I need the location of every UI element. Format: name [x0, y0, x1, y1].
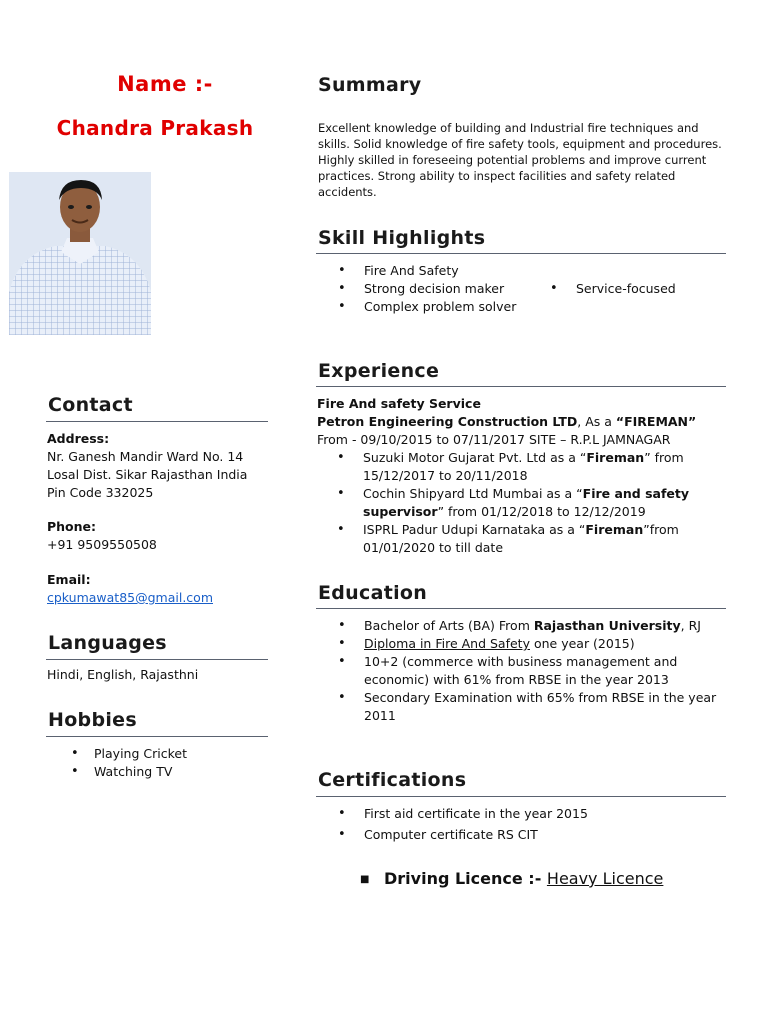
skills-list-col2	[530, 280, 730, 298]
experience-line1: Fire And safety Service	[317, 396, 481, 411]
contact-divider	[46, 421, 268, 422]
profile-photo	[9, 172, 151, 335]
education-item: • Diploma in Fire And Safety one year (2015)	[318, 635, 728, 653]
skill-item: • Strong decision maker	[318, 280, 518, 298]
contact-heading: Contact	[48, 394, 133, 416]
skill-item: • Fire And Safety	[318, 262, 518, 280]
certifications-list	[318, 805, 728, 844]
email-label: Email:	[47, 572, 91, 587]
experience-item: • Cochin Shipyard Ltd Mumbai as a “Fire and safety supervisor” from 01/12/2018 to 12/12/2019	[317, 485, 727, 521]
role-name: “FIREMAN”	[615, 414, 697, 429]
driving-licence-value: Heavy Licence	[546, 869, 664, 888]
address-label: Address:	[47, 431, 110, 446]
skills-heading: Skill Highlights	[318, 227, 486, 249]
experience-item: • Suzuki Motor Gujarat Pvt. Ltd as a “Fireman” from 15/12/2017 to 20/11/2018	[317, 449, 727, 485]
hobbies-divider	[46, 736, 268, 737]
contact-block	[47, 430, 277, 607]
experience-list	[317, 449, 727, 557]
address-line-2: Losal Dist. Sikar Rajasthan India	[47, 467, 248, 482]
driving-licence	[360, 868, 664, 890]
experience-divider	[316, 386, 726, 387]
education-item: • Secondary Examination with 65% from RBSE in the year 2011	[318, 689, 728, 725]
hobbies-list	[47, 745, 267, 781]
phone-value: +91 9509550508	[47, 537, 157, 552]
skill-item: • Service-focused	[530, 280, 730, 298]
phone-label: Phone:	[47, 519, 97, 534]
skills-list-col1	[318, 262, 518, 316]
name-label: Name :-	[117, 72, 213, 96]
hobby-item: • Playing Cricket	[47, 745, 267, 763]
certification-item: • First aid certificate in the year 2015	[318, 805, 728, 823]
hobbies-heading: Hobbies	[48, 709, 137, 731]
summary-text: Excellent knowledge of building and Industrial fire techniques and skills. Solid knowledge of fire safety tools, equipment and procedures. Highly skilled in foreseeing potential problems and improve current practices. Strong ability to inspect facilities and safety related accidents.	[318, 121, 722, 199]
education-heading: Education	[318, 582, 428, 604]
portrait-image	[9, 172, 151, 335]
languages-heading: Languages	[48, 632, 167, 654]
certification-item: • Computer certificate RS CIT	[318, 826, 728, 844]
education-item: • 10+2 (commerce with business management and economic) with 61% from RBSE in the year 2013	[318, 653, 728, 689]
languages-divider	[46, 659, 268, 660]
company-name: Petron Engineering Construction LTD	[317, 414, 578, 429]
experience-heading: Experience	[318, 360, 440, 382]
experience-intro: Petron Engineering Construction LTD, As a “FIREMAN” From - 09/10/2015 to 07/11/2017 SITE – R.P.L JAMNAGAR	[317, 414, 697, 447]
experience-item: • ISPRL Padur Udupi Karnataka as a “Fireman”from 01/01/2020 to till date	[317, 521, 727, 557]
driving-licence-label: Driving Licence :-	[384, 869, 547, 888]
languages-text: Hindi, English, Rajasthni	[47, 667, 199, 682]
certifications-divider	[316, 796, 726, 797]
education-item: • Bachelor of Arts (BA) From Rajasthan University, RJ	[318, 617, 728, 635]
certifications-heading: Certifications	[318, 769, 467, 791]
email-link[interactable]: cpkumawat85@gmail.com	[47, 590, 213, 605]
experience-block	[317, 395, 727, 557]
address-line-1: Nr. Ganesh Mandir Ward No. 14	[47, 449, 244, 464]
address-line-3: Pin Code 332025	[47, 485, 154, 500]
education-divider	[316, 608, 726, 609]
skills-divider	[316, 253, 726, 254]
summary-heading: Summary	[318, 74, 422, 96]
square-bullet-icon: ■	[360, 874, 370, 885]
candidate-name: Chandra Prakash	[56, 116, 254, 140]
education-list	[318, 617, 728, 725]
skill-item: • Complex problem solver	[318, 298, 518, 316]
hobby-item: • Watching TV	[47, 763, 267, 781]
